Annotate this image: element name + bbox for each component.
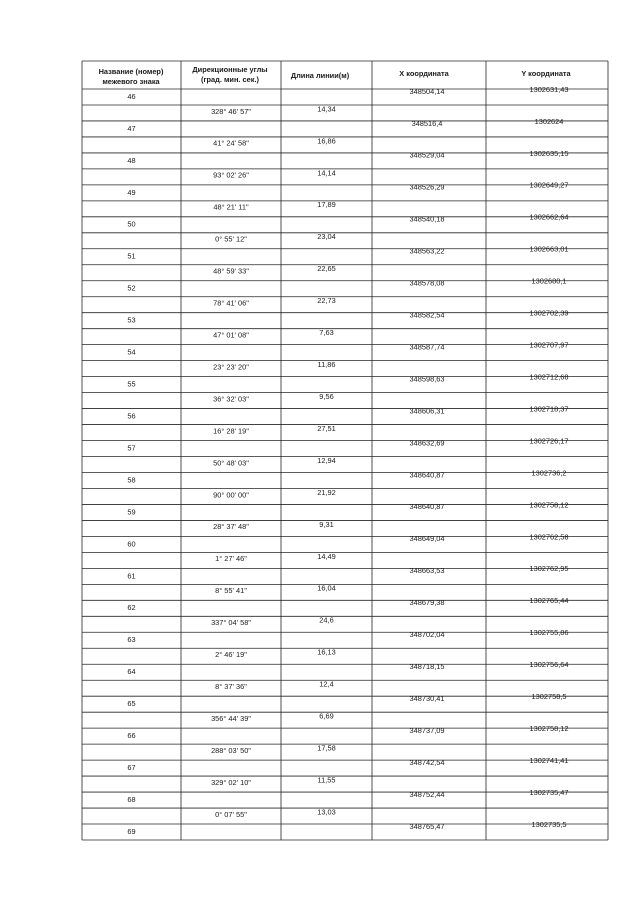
segment-angle: 90° 00' 00" [213, 490, 249, 500]
segment-angle: 41° 24' 58" [213, 138, 249, 148]
segment-length: 14,49 [317, 551, 336, 561]
point-y-coordinate: 1302649,27 [529, 180, 569, 190]
segment-length: 11,86 [317, 360, 336, 370]
segment-length: 9,56 [319, 391, 334, 401]
point-x-coordinate: 348649,04 [409, 534, 445, 544]
point-x-coordinate: 348606,31 [409, 406, 445, 416]
segment-angle: 48° 59' 33" [213, 266, 249, 276]
segment-angle: 28° 37' 48" [213, 522, 249, 532]
point-x-coordinate: 348529,04 [409, 150, 445, 160]
segment-angle: 78° 41' 06" [213, 298, 249, 308]
point-x-coordinate: 348640,87 [409, 502, 445, 512]
point-y-coordinate: 1302741,41 [529, 755, 569, 765]
header-angle-line2: (град. мин. сек.) [201, 75, 259, 84]
point-x-coordinate: 348632,69 [409, 438, 445, 448]
point-x-coordinate: 348540,18 [409, 214, 445, 224]
segment-length: 13,03 [317, 807, 336, 817]
segment-angle: 0° 07' 55" [215, 809, 247, 819]
header-y-coordinate: Y координата [521, 69, 571, 78]
segment-angle: 50° 48' 03" [213, 458, 249, 468]
point-x-coordinate: 348765,47 [409, 821, 445, 831]
segment-angle: 47° 01' 08" [213, 330, 249, 340]
point-name: 69 [127, 826, 136, 836]
point-y-coordinate: 1302736,2 [531, 468, 567, 478]
segment-length: 14,14 [317, 168, 336, 178]
point-y-coordinate: 1302662,64 [529, 212, 569, 222]
segment-angle: 23° 23' 20" [213, 362, 249, 372]
point-name: 58 [127, 475, 136, 485]
point-name: 60 [127, 539, 136, 549]
segment-length: 9,31 [319, 519, 334, 529]
point-x-coordinate: 348702,04 [409, 630, 445, 640]
point-x-coordinate: 348742,54 [409, 757, 445, 767]
header-angle-line1: Дирекционные углы [192, 65, 268, 74]
point-y-coordinate: 1302762,95 [529, 564, 569, 574]
point-y-coordinate: 1302635,15 [529, 148, 569, 158]
point-name: 61 [127, 571, 136, 581]
point-x-coordinate: 348504,14 [409, 86, 445, 96]
point-x-coordinate: 348563,22 [409, 246, 445, 256]
segment-length: 24,6 [319, 615, 334, 625]
segment-length: 27,51 [317, 423, 336, 433]
segment-length: 16,04 [317, 583, 336, 593]
segment-length: 17,89 [317, 200, 336, 210]
segment-length: 6,69 [319, 711, 334, 721]
point-name: 57 [127, 443, 136, 453]
segment-angle: 48° 21' 11" [213, 202, 249, 212]
segment-angle: 1° 27' 46" [215, 554, 247, 564]
point-x-coordinate: 348526,29 [409, 182, 445, 192]
segment-length: 22,65 [317, 264, 336, 274]
segment-length: 14,34 [317, 104, 336, 114]
point-name: 65 [127, 699, 136, 709]
point-name: 50 [127, 219, 136, 229]
point-name: 52 [127, 283, 136, 293]
point-y-coordinate: 1302718,37 [529, 404, 569, 414]
point-x-coordinate: 348516,4 [411, 118, 443, 128]
point-x-coordinate: 348718,15 [409, 662, 445, 672]
segment-angle: 328° 46' 57" [211, 106, 251, 116]
segment-length: 23,04 [317, 232, 336, 242]
segment-angle: 8° 55' 41" [215, 586, 247, 596]
point-x-coordinate: 348578,08 [409, 278, 445, 288]
point-name: 56 [127, 411, 136, 421]
segment-length: 16,13 [317, 647, 336, 657]
point-name: 51 [127, 251, 136, 261]
point-name: 55 [127, 379, 136, 389]
point-y-coordinate: 1302756,64 [529, 660, 569, 670]
segment-angle: 93° 02' 26" [213, 170, 249, 180]
point-y-coordinate: 1302765,44 [529, 596, 569, 606]
table-body [127, 85, 568, 836]
point-y-coordinate: 1302631,43 [529, 84, 569, 94]
point-name: 49 [127, 187, 136, 197]
point-y-coordinate: 1302624 [534, 116, 564, 126]
point-name: 46 [127, 91, 136, 101]
segment-length: 16,86 [317, 136, 336, 146]
segment-length: 7,63 [319, 328, 334, 338]
point-name: 63 [127, 635, 136, 645]
segment-angle: 0° 55' 12" [215, 234, 247, 244]
point-y-coordinate: 1302758,12 [529, 724, 569, 734]
segment-length: 12,4 [319, 679, 334, 689]
table-header [99, 65, 572, 86]
segment-length: 17,58 [317, 743, 336, 753]
point-name: 53 [127, 315, 136, 325]
point-name: 59 [127, 507, 136, 517]
point-y-coordinate: 1302707,97 [529, 340, 569, 350]
point-x-coordinate: 348752,44 [409, 789, 445, 799]
point-y-coordinate: 1302762,58 [529, 532, 569, 542]
point-y-coordinate: 1302663,01 [529, 244, 569, 254]
point-y-coordinate: 1302758,12 [529, 500, 569, 510]
point-y-coordinate: 1302726,17 [529, 436, 569, 446]
segment-angle: 16° 28' 19" [213, 426, 249, 436]
point-y-coordinate: 1302680,1 [531, 276, 567, 286]
segment-angle: 337° 04' 58" [211, 618, 251, 628]
point-y-coordinate: 1302755,86 [529, 628, 569, 638]
segment-angle: 356° 44' 39" [211, 713, 251, 723]
point-y-coordinate: 1302735,5 [531, 819, 567, 829]
point-x-coordinate: 348587,74 [409, 342, 445, 352]
point-name: 67 [127, 763, 136, 773]
point-x-coordinate: 348598,63 [409, 374, 445, 384]
segment-angle: 2° 46' 19" [215, 650, 247, 660]
segment-angle: 329° 02' 10" [211, 777, 251, 787]
header-length: Длина линии(м) [290, 71, 350, 80]
header-name-line2: межевого знака [102, 77, 160, 86]
point-y-coordinate: 1302735,47 [529, 787, 569, 797]
point-x-coordinate: 348663,53 [409, 566, 445, 576]
segment-length: 12,94 [317, 455, 336, 465]
point-name: 66 [127, 731, 136, 741]
point-y-coordinate: 1302758,5 [531, 692, 567, 702]
segment-angle: 288° 03' 50" [211, 745, 251, 755]
segment-length: 22,73 [317, 296, 336, 306]
point-name: 47 [127, 123, 136, 133]
point-y-coordinate: 1302712,68 [529, 372, 569, 382]
point-x-coordinate: 348679,38 [409, 598, 445, 608]
point-x-coordinate: 348582,54 [409, 310, 445, 320]
point-name: 64 [127, 667, 136, 677]
header-x-coordinate: X координата [399, 69, 449, 78]
point-name: 48 [127, 155, 136, 165]
point-name: 62 [127, 603, 136, 613]
point-x-coordinate: 348640,87 [409, 470, 445, 480]
point-x-coordinate: 348730,41 [409, 693, 445, 703]
point-x-coordinate: 348737,09 [409, 725, 445, 735]
segment-angle: 36° 32' 03" [213, 394, 249, 404]
point-name: 68 [127, 794, 136, 804]
segment-length: 21,92 [317, 487, 336, 497]
segment-angle: 8° 37' 36" [215, 682, 247, 692]
segment-length: 11,55 [317, 775, 336, 785]
header-name-line1: Название (номер) [98, 67, 164, 76]
point-y-coordinate: 1302702,39 [529, 308, 569, 318]
point-name: 54 [127, 347, 136, 357]
